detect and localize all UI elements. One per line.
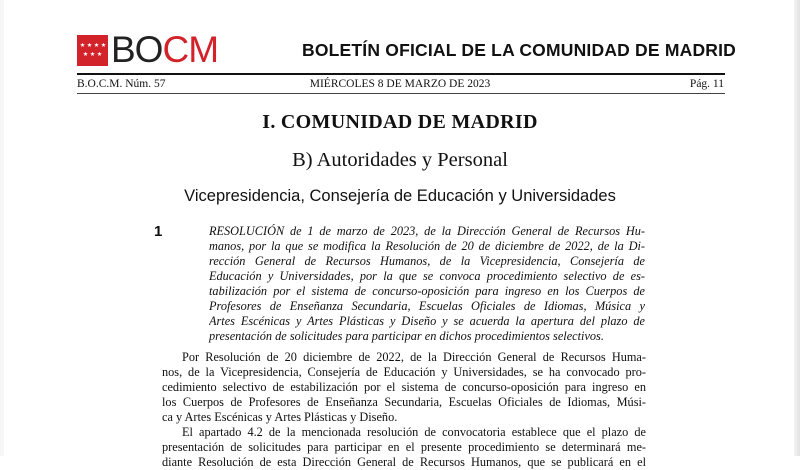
body-line: nos, de la Vicepresidencia, Consejería de Educación y Universidades, se ha convocado pro- bbox=[162, 365, 646, 379]
resolution-line: Artes Escénicas y Artes Plásticas y Diseño y se acuerda la apertura del plazo de bbox=[209, 314, 645, 328]
issue-date: MIÉRCOLES 8 DE MARZO DE 2023 bbox=[309, 78, 491, 90]
header-rule-bottom bbox=[77, 93, 725, 94]
resolution-line: RESOLUCIÓN de 1 de marzo de 2023, de la Dirección General de Recursos Hu- bbox=[209, 224, 645, 238]
resolution-line: rección General de Recursos Humanos, de la Vicepresidencia, Consejería de bbox=[209, 254, 645, 268]
body-line: cedimiento selectivo de estabilización por el sistema de concurso-oposición para ingreso en bbox=[162, 380, 646, 394]
header-rule-top bbox=[77, 73, 725, 75]
logo-wordmark: BOCM bbox=[111, 29, 219, 70]
body-line: Por Resolución de 20 diciembre de 2022, de la Dirección General de Recursos Huma- bbox=[182, 350, 646, 364]
resolution-line: Profesores de Enseñanza Secundaria, Escuelas Oficiales de Idiomas, Música y bbox=[209, 299, 645, 313]
resolution-line: manos, por la que se modifica la Resolución de 20 de diciembre de 2022, de la Di- bbox=[209, 239, 645, 253]
page-number: Pág. 11 bbox=[689, 78, 724, 90]
masthead-title: BOLETÍN OFICIAL DE LA COMUNIDAD DE MADRID bbox=[302, 40, 737, 60]
body-text bbox=[162, 350, 646, 470]
body-line: los Cuerpos de Profesores de Enseñanza Secundaria, Escuelas Oficiales de Idiomas, Músi- bbox=[162, 395, 646, 409]
madrid-flag-icon bbox=[77, 35, 108, 66]
page-left-edge bbox=[0, 0, 4, 456]
entry-number: 1 bbox=[154, 223, 163, 240]
issue-number: B.O.C.M. Núm. 57 bbox=[77, 78, 166, 90]
section-title: I. COMUNIDAD DE MADRID bbox=[262, 111, 538, 133]
body-line: El apartado 4.2 de la mencionada resolución de convocatoria establece que el plazo de bbox=[182, 425, 646, 439]
resolution-line: presentación de solicitudes para participar en dichos procedimientos selectivos. bbox=[209, 329, 604, 343]
body-line: presentación de solicitudes para participar en el presente procedimiento se determinará me- bbox=[162, 440, 646, 454]
resolution-line: tabilización por el sistema de concurso-oposición para ingreso en los Cuerpos de bbox=[209, 284, 645, 298]
resolution-summary bbox=[209, 224, 645, 344]
body-line: diante Resolución de esta Dirección General de Recursos Humanos, que se publicará en el bbox=[162, 455, 646, 469]
page-right-edge bbox=[794, 0, 800, 456]
section-subtitle: B) Autoridades y Personal bbox=[292, 149, 508, 171]
bocm-logo bbox=[77, 29, 219, 70]
department-heading: Vicepresidencia, Consejería de Educación y Universidades bbox=[184, 187, 616, 205]
body-line: ca y Artes Escénicas y Artes Plásticas y Diseño. bbox=[162, 410, 398, 424]
resolution-line: Educación y Universidades, por la que se convoca procedimiento selectivo de es- bbox=[209, 269, 645, 283]
